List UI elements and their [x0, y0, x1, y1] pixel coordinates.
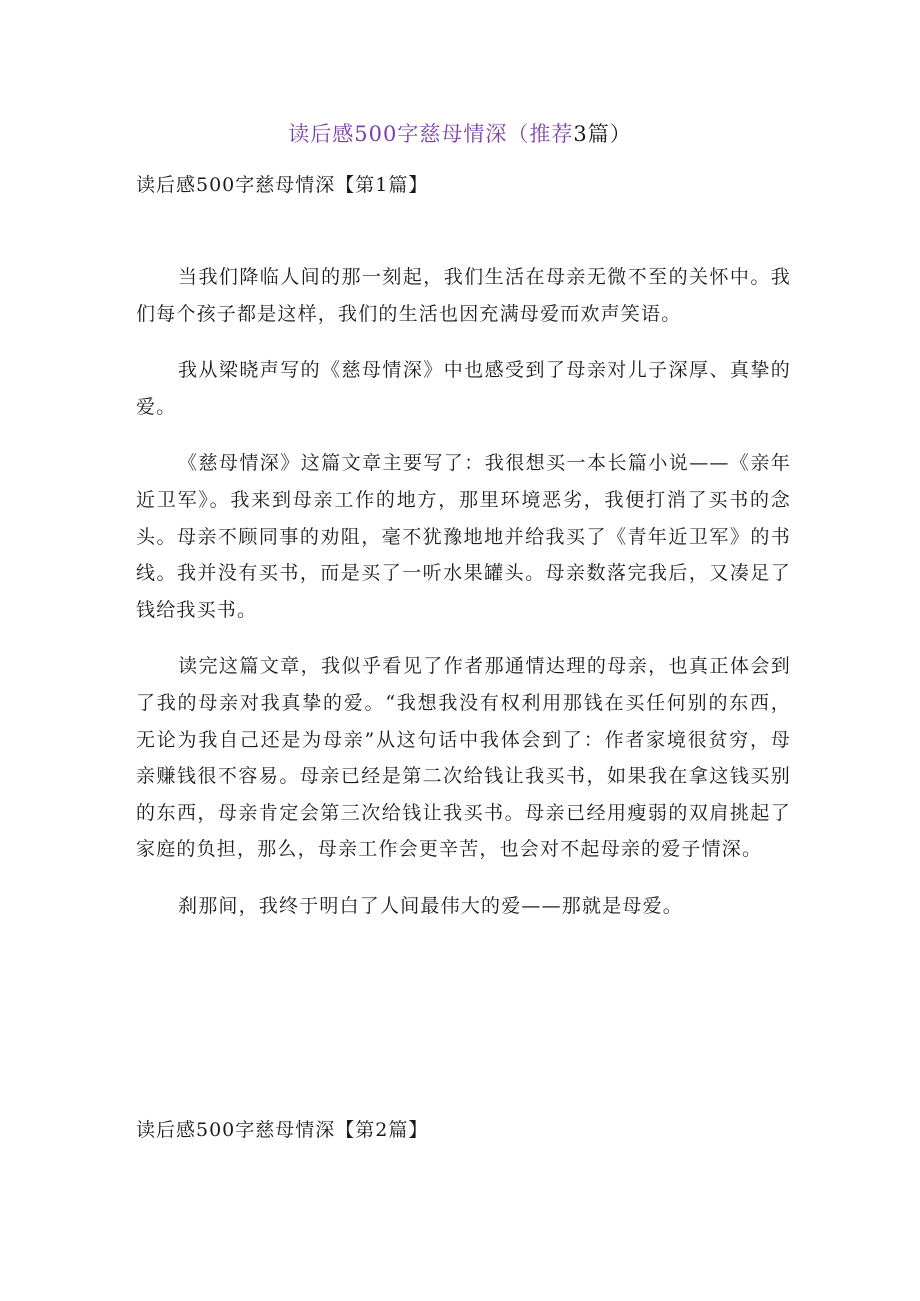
section-heading-1: 读后感500字慈母情深【第1篇】 [136, 174, 429, 196]
paragraph: 当我们降临人间的那一刻起，我们生活在母亲无微不至的关怀中。我们每个孩子都是这样，我们的生活也因充满母爱而欢声笑语。 [136, 266, 791, 325]
paragraph: 刹那间，我终于明白了人间最伟大的爱——那就是母爱。 [178, 894, 684, 917]
paragraph: 读完这篇文章，我似乎看见了作者那通情达理的母亲，也真正体会到了我的母亲对我真挚的爱。“我想我没有权利用那钱在买任何别的东西，无论为我自己还是为母亲”从这句话中我体会到了：作者家境很贫穷，母亲赚钱很不容易。母亲已经是第二次给钱让我买书，如果我在拿这钱买别的东西，母亲肯定会第三次给钱让我买书。母亲已经用瘦弱的双肩挑起了家庭的负担，那么，母亲工作会更辛苦，也会对不起母亲的爱子情深。 [136, 655, 791, 861]
paragraph: 我从梁晓声写的《慈母情深》中也感受到了母亲对儿子深厚、真挚的爱。 [136, 359, 791, 418]
document-title [0, 118, 920, 148]
document-title-main: 读后感500字慈母情深（推荐 [288, 122, 574, 146]
document-title-suffix: 3篇） [573, 122, 632, 146]
section-body-1 [136, 259, 791, 925]
section-heading-2: 读后感500字慈母情深【第2篇】 [136, 1119, 429, 1141]
paragraph: 《慈母情深》这篇文章主要写了：我很想买一本长篇小说——《亲年近卫军》。我来到母亲工作的地方，那里环境恶劣，我便打消了买书的念头。母亲不顾同事的劝阻，毫不犹豫地地并给我买了《青年近卫军》的书线。我并没有买书，而是买了一听水果罐头。母亲数落完我后，又凑足了钱给我买书。 [136, 452, 791, 621]
